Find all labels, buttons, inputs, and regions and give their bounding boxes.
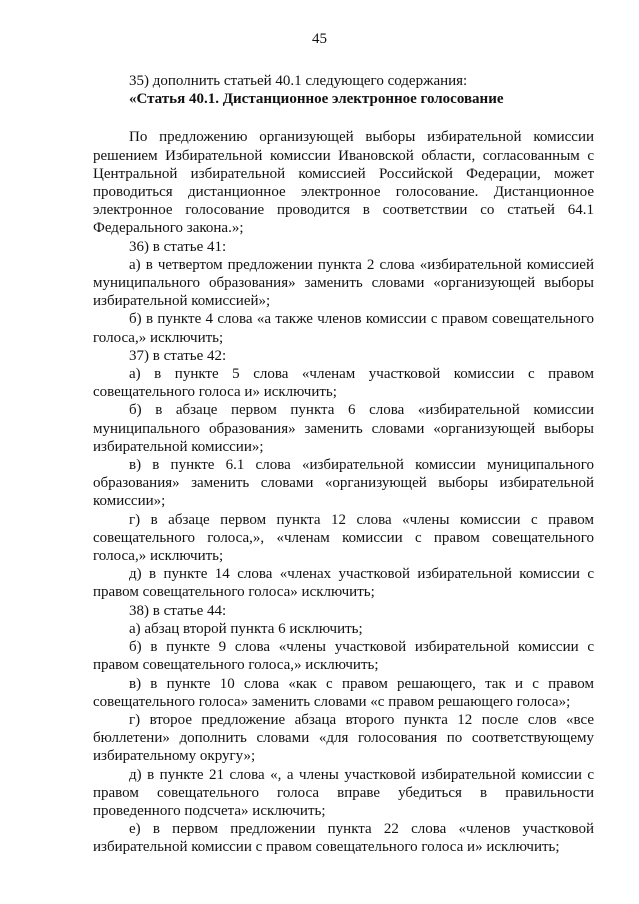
article-40-1-body: По предложению организующей выборы избирательной комиссии решением Избирательной комиссии Ивановской области, согласованным с Центральной избирательной комиссией Российской Федерации, может проводиться дистанционное электронное голосование. Дистанционное электронное голосование проводится в соответствии со статьей 64.1 Федерального закона.»; (93, 129, 594, 237)
paragraph-37-d: д) в пункте 14 слова «членах участковой избирательной комиссии с правом совещательного голоса» исключить; (93, 566, 594, 601)
paragraph-38-a: а) абзац второй пункта 6 исключить; (129, 620, 363, 637)
page-number: 45 (312, 31, 327, 47)
paragraph-38-v: в) в пункте 10 слова «как с правом решающего, так и с правом совещательного голоса» заменить словами «с правом решающего голоса»; (93, 675, 594, 710)
paragraph-38-e: е) в первом предложении пункта 22 слова «членов участковой избирательной комиссии с правом совещательного голоса и» исключить; (93, 821, 594, 856)
paragraph-36-a: а) в четвертом предложении пункта 2 слова «избирательной комиссией муниципального образования» заменить словами «организующей выборы избирательной комиссией»; (93, 256, 594, 310)
paragraph-37-b: б) в абзаце первом пункта 6 слова «избирательной комиссии муниципального образования» заменить словами «организующей выборы избирательной комиссии»; (93, 402, 594, 455)
paragraph-37-a: а) в пункте 5 слова «членам участковой комиссии с правом совещательного голоса и» исключить; (93, 366, 594, 401)
paragraph-35-intro: 35) дополнить статьей 40.1 следующего содержания: (129, 73, 468, 89)
paragraph-37-v: в) в пункте 6.1 слова «избирательной комиссии муниципального образования» заменить словами «организующей выборы избирательной комиссии»; (93, 457, 594, 510)
paragraph-36-b: б) в пункте 4 слова «а также членов комиссии с правом совещательного голоса,» исключить; (93, 311, 594, 346)
paragraph-38-b: б) в пункте 9 слова «члены участковой избирательной комиссии с правом совещательного голоса,» исключить; (93, 639, 594, 674)
paragraph-37-g: г) в абзаце первом пункта 12 слова «члены комиссии с правом совещательного голоса,», «членам комиссии с правом совещательного голоса,» исключить; (93, 511, 594, 565)
paragraph-38-d: д) в пункте 21 слова «, а члены участковой избирательной комиссии с правом совещательного голоса вправе убедиться в правильности проведенного подсчета» исключить; (93, 766, 594, 819)
paragraph-38-intro: 38) в статье 44: (129, 602, 227, 619)
paragraph-36-intro: 36) в статье 41: (129, 238, 227, 255)
article-40-1-heading: «Статья 40.1. Дистанционное электронное голосование (129, 91, 504, 108)
paragraph-37-intro: 37) в статье 42: (129, 347, 227, 364)
document-body (93, 72, 594, 857)
paragraph-38-g: г) второе предложение абзаца второго пункта 12 после слов «все бюллетени» дополнить словами «для голосования по соответствующему избирательному округу»; (93, 711, 594, 765)
